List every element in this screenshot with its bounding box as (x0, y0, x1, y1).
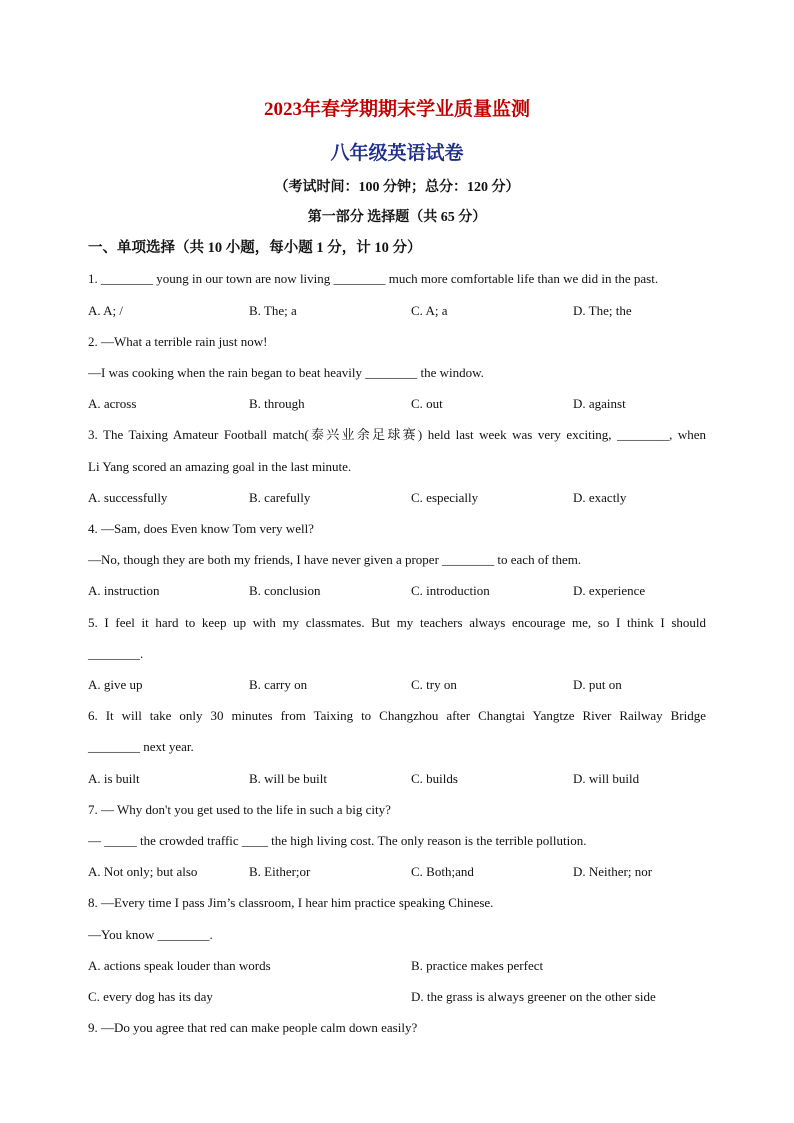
question-1-option-d: D. The; the (573, 303, 632, 318)
question-6-stem-line1: 6. It will take only 30 minutes from Taixing to Changzhou after Changtai Yangtze River Railway Bridge (88, 708, 706, 723)
question-2-option-c: C. out (411, 396, 443, 411)
question-7-option-a: A. Not only; but also (88, 864, 198, 879)
question-4-option-b: B. conclusion (249, 583, 321, 598)
part-heading: 第一部分 选择题（共 65 分） (307, 210, 487, 225)
question-7-option-c: C. Both;and (411, 864, 474, 879)
question-6-option-b: B. will be built (249, 771, 327, 786)
question-7-option-b: B. Either;or (249, 864, 311, 879)
question-7-stem-line1: 7. — Why don't you get used to the life in such a big city? (88, 802, 391, 817)
question-8-option-a: A. actions speak louder than words (88, 958, 271, 973)
question-5-stem-line1: 5. I feel it hard to keep up with my classmates. But my teachers always encourage me, so I think I should (88, 615, 706, 630)
question-5-option-d: D. put on (573, 677, 622, 692)
question-8-option-c: C. every dog has its day (88, 989, 213, 1004)
question-2-option-d: D. against (573, 396, 626, 411)
question-4-stem-line2: —No, though they are both my friends, I have never given a proper ________ to each of them. (88, 552, 582, 567)
question-5-option-b: B. carry on (249, 677, 308, 692)
question-1-option-a: A. A; / (88, 303, 124, 318)
question-6-option-a: A. is built (88, 771, 140, 786)
question-3-option-a: A. successfully (88, 490, 168, 505)
question-9-stem-line1: 9. —Do you agree that red can make people calm down easily? (88, 1020, 418, 1035)
question-1-option-c: C. A; a (411, 303, 448, 318)
question-3-option-d: D. exactly (573, 490, 627, 505)
question-8-option-b: B. practice makes perfect (411, 958, 544, 973)
question-2-stem-line2: —I was cooking when the rain began to beat heavily ________ the window. (88, 365, 484, 380)
question-4-option-d: D. experience (573, 583, 646, 598)
question-5-option-c: C. try on (411, 677, 457, 692)
question-6-option-d: D. will build (573, 771, 640, 786)
question-7-option-d: D. Neither; nor (573, 864, 653, 879)
question-6-option-c: C. builds (411, 771, 458, 786)
exam-info: （考试时间：100 分钟；总分：120 分） (274, 180, 520, 195)
question-8-stem-line2: —You know ________. (88, 927, 213, 942)
section-heading: 一、单项选择（共 10 小题，每小题 1 分，计 10 分） (88, 240, 422, 256)
question-8-option-d: D. the grass is always greener on the other side (411, 989, 656, 1004)
exam-subtitle: 八年级英语试卷 (330, 143, 464, 164)
question-3-option-c: C. especially (411, 490, 479, 505)
question-3-option-b: B. carefully (249, 490, 311, 505)
question-2-stem-line1: 2. —What a terrible rain just now! (88, 334, 268, 349)
question-7-stem-line2: — _____ the crowded traffic ____ the high living cost. The only reason is the terrible pollution. (88, 833, 587, 848)
question-2-option-a: A. across (88, 396, 137, 411)
question-3-stem-line1: 3. The Taixing Amateur Football match(泰兴业余足球赛) held last week was very exciting, ________, when (88, 427, 706, 442)
question-5-option-a: A. give up (88, 677, 143, 692)
exam-title: 2023年春学期期末学业质量监测 (263, 99, 530, 120)
question-4-option-a: A. instruction (88, 583, 160, 598)
question-3-stem-line2: Li Yang scored an amazing goal in the last minute. (88, 459, 352, 474)
question-4-stem-line1: 4. —Sam, does Even know Tom very well? (88, 521, 314, 536)
question-1-option-b: B. The; a (249, 303, 297, 318)
question-2-option-b: B. through (249, 396, 305, 411)
question-5-stem-line2: ________. (88, 646, 144, 661)
question-4-option-c: C. introduction (411, 583, 490, 598)
question-1-stem: 1. ________ young in our town are now living ________ much more comfortable life than we did in the past. (88, 271, 659, 286)
question-6-stem-line2: ________ next year. (88, 739, 194, 754)
question-8-stem-line1: 8. —Every time I pass Jim’s classroom, I hear him practice speaking Chinese. (88, 895, 494, 910)
